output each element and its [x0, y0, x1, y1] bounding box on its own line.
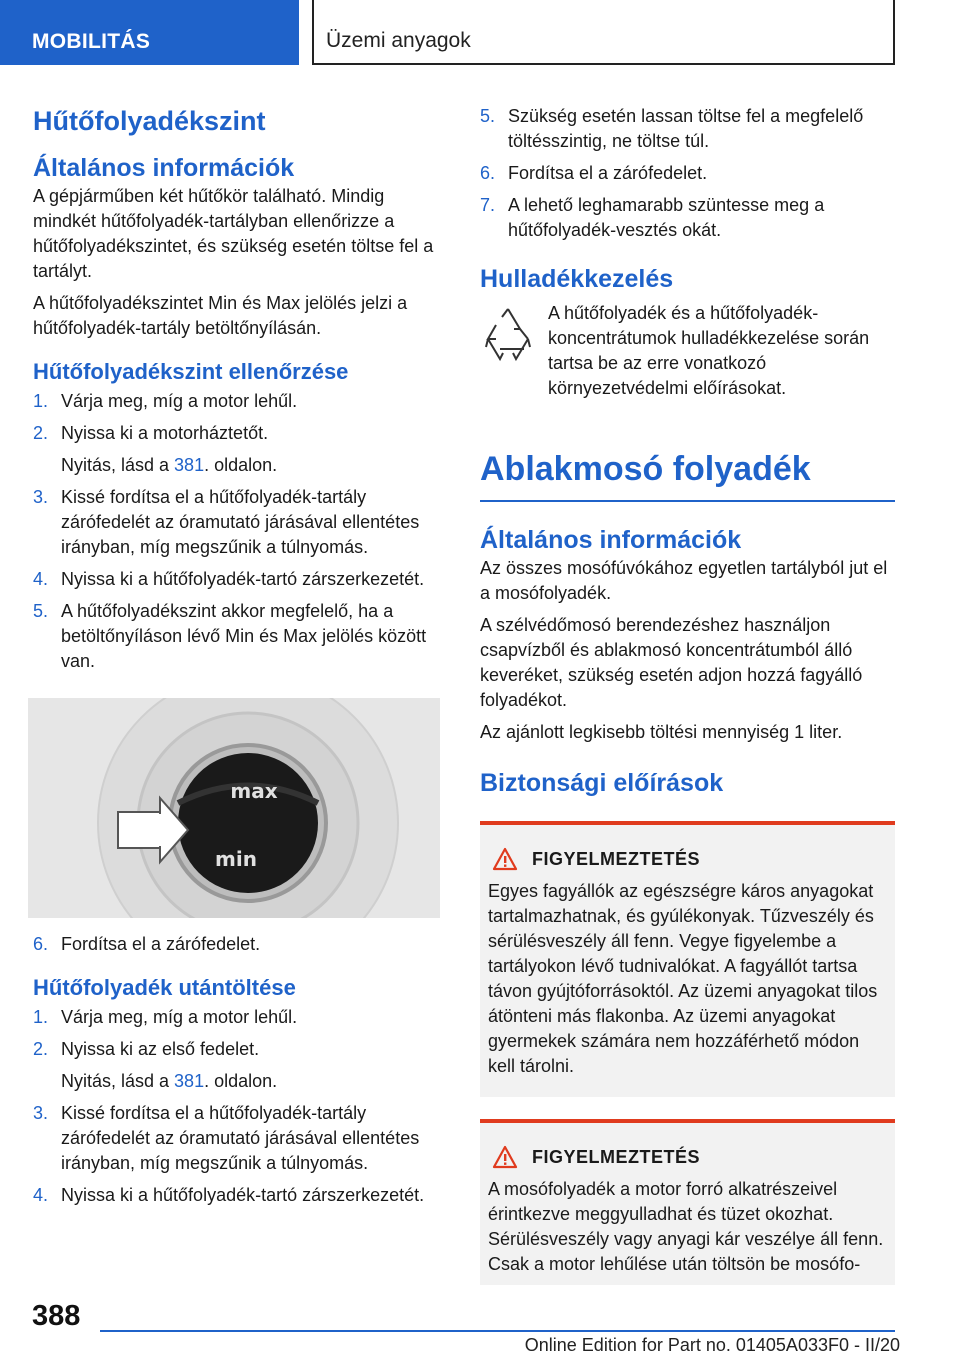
list-item: 5. Szükség esetén lassan töltse fel a megfelelő töltésszintig, ne töltse túl.	[480, 106, 864, 151]
list-item: 2. Nyissa ki a motorháztetőt. Nyitás, lásd a 381. oldalon.	[33, 423, 278, 475]
warning-text: A mosófolyadék a motor forró alkatrészeivel érintkezve meggyulladhat és tüzet okozhat. Sérülésveszély vagy anyagi kár veszélye áll fenn. Csak a motor lehűlése után töltsön be mosófo-	[488, 1179, 884, 1274]
warning-box	[480, 1119, 895, 1285]
recycle-icon	[480, 303, 536, 363]
general-info-heading: Általános információk	[33, 154, 295, 182]
check-heading: Hűtőfolyadékszint ellenőrzése	[33, 359, 349, 384]
disposal-heading: Hulladékkezelés	[480, 265, 674, 293]
warning-triangle-icon	[492, 847, 518, 871]
warning-title: FIGYELMEZTETÉS	[488, 847, 887, 871]
refill-steps-continued	[480, 104, 895, 243]
list-item: 4. Nyissa ki a hűtőfolyadék-tartó zárszerkezetét.	[33, 1185, 425, 1205]
check-step-6	[33, 932, 445, 957]
check-steps	[33, 389, 445, 674]
list-item: 3. Kissé fordítsa el a hűtőfolyadék-tartály zárófedelét az óramutató járásával ellentétes irányban, míg megszűnik a túlnyomás.	[33, 1103, 420, 1173]
list-item: 6. Fordítsa el a zárófedelet.	[33, 934, 261, 954]
section-label: MOBILITÁS	[32, 30, 151, 53]
general-info-p1: A gépjárműben két hűtőkör található. Mindig mindkét hűtőfolyadék-tartályban ellenőrizze a hűtőfolyadékszintet, és szükség esetén töltse fel a tartályt.	[33, 186, 434, 281]
warning-text: Egyes fagyállók az egészségre káros anyagokat tartalmazhatnak, és gyúlékonyak. Tűzveszély és sérülésveszély áll fenn. Vegye figyelembe a tartályokon lévő tudnivalókat. A fagyállót tartsa távon gyújtóforrásoktól. Az üzemi anyagokat tilos átönteni más flakonba. Az üzemi anyagokat gyermekek számára nem hozzáférhető módon kell tárolni.	[488, 881, 878, 1076]
refill-heading: Hűtőfolyadék utántöltése	[33, 975, 296, 1000]
coolant-title: Hűtőfolyadékszint	[33, 106, 266, 136]
warning-title: FIGYELMEZTETÉS	[488, 1145, 887, 1169]
safety-heading: Biztonsági előírások	[480, 769, 724, 797]
washer-p3: Az ajánlott legkisebb töltési mennyiség 1 liter.	[480, 722, 843, 742]
right-column	[480, 104, 895, 1285]
general-info-p2: A hűtőfolyadékszintet Min és Max jelölés jelzi a hűtőfolyadék-tartály betöltőnyílásán.	[33, 293, 408, 338]
left-column	[33, 100, 445, 1215]
washer-p2: A szélvédőmosó berendezéshez használjon csapvízből és ablakmosó koncentrátumból álló keveréket, szükség esetén adjon hozzá fagyálló folyadékot.	[480, 615, 863, 710]
washer-title: Ablakmosó folyadék	[480, 448, 895, 502]
chapter-label: Üzemi anyagok	[326, 29, 471, 52]
coolant-cap-photo	[28, 698, 440, 918]
min-label: min	[215, 847, 257, 871]
list-item: 1. Várja meg, míg a motor lehűl.	[33, 391, 298, 411]
page-link[interactable]: 381	[174, 455, 205, 475]
warning-triangle-icon	[492, 1145, 518, 1169]
list-item: 2. Nyissa ki az első fedelet. Nyitás, lásd a 381. oldalon.	[33, 1039, 278, 1091]
page-link[interactable]: 381	[174, 1071, 205, 1091]
footer-divider	[100, 1330, 895, 1332]
page-number: 388	[32, 1300, 81, 1332]
disposal-text: A hűtőfolyadék és a hűtőfolyadék-koncentrátumok hulladékkezelése során tartsa be az erre vonatkozó környezetvédelmi előírásokat.	[548, 303, 870, 398]
list-item: 5. A hűtőfolyadékszint akkor megfelelő, ha a betöltőnyíláson lévő Min és Max jelölés között van.	[33, 601, 427, 671]
warning-box	[480, 821, 895, 1097]
refill-steps	[33, 1005, 445, 1208]
list-item: 6. Fordítsa el a zárófedelet.	[480, 163, 708, 183]
washer-p1: Az összes mosófúvókához egyetlen tartályból jut el a mosófolyadék.	[480, 558, 888, 603]
washer-general-heading: Általános információk	[480, 526, 742, 554]
disposal-block	[480, 301, 895, 408]
list-item: 7. A lehető leghamarabb szüntesse meg a hűtőfolyadék-vesztés okát.	[480, 195, 825, 240]
section-tab[interactable]	[0, 0, 299, 65]
list-item: 4. Nyissa ki a hűtőfolyadék-tartó zárszerkezetét.	[33, 569, 425, 589]
coolant-cap-illustration	[28, 698, 440, 918]
list-item: 3. Kissé fordítsa el a hűtőfolyadék-tartály zárófedelét az óramutató járásával ellentétes irányban, míg megszűnik a túlnyomás.	[33, 487, 420, 557]
max-label: max	[230, 779, 278, 803]
list-item: 1. Várja meg, míg a motor lehűl.	[33, 1007, 298, 1027]
edition-text: Online Edition for Part no. 01405A033F0 - II/20	[524, 1335, 900, 1355]
chapter-tab[interactable]	[312, 0, 895, 65]
